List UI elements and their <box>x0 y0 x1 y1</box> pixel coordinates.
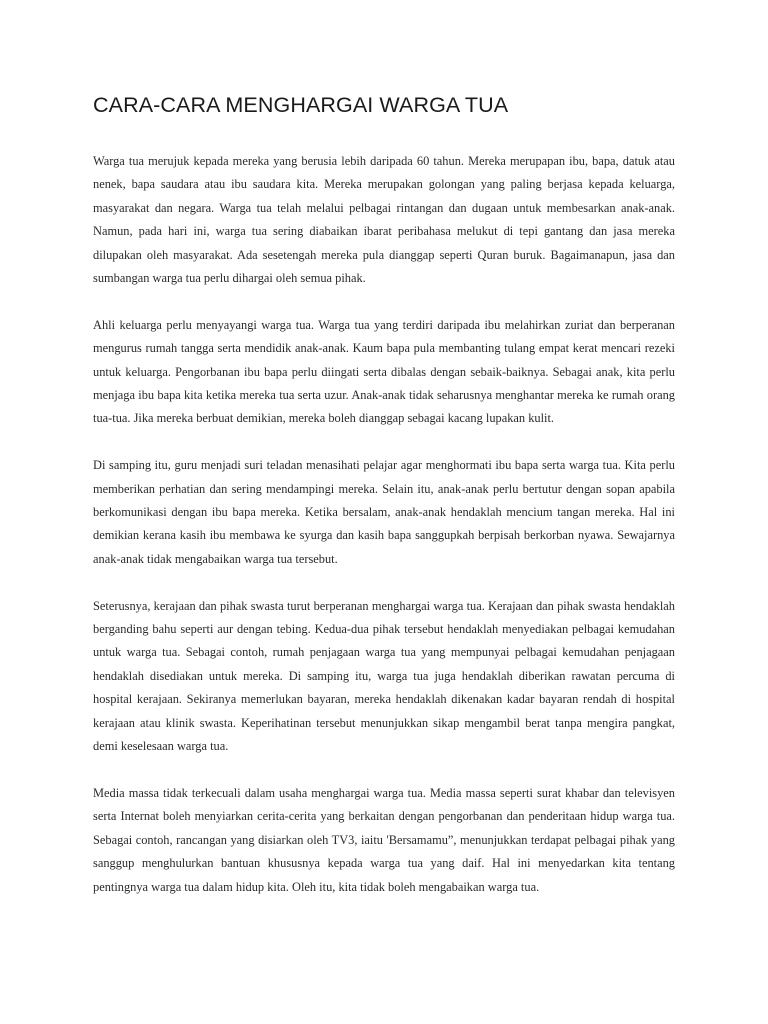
paragraph-4: Seterusnya, kerajaan dan pihak swasta turut berperanan menghargai warga tua. Kerajaan dan pihak swasta hendaklah berganding bahu seperti aur dengan tebing. Kedua-dua pihak tersebut hendaklah menyediakan pelbagai kemudahan untuk warga tua. Sebagai contoh, rumah penjagaan warga tua yang mempunyai pelbagai kemudahan penjagaan hendaklah disediakan untuk mereka. Di samping itu, warga tua juga hendaklah diberikan rawatan percuma di hospital kerajaan. Sekiranya memerlukan bayaran, mereka hendaklah dikenakan kadar bayaran rendah di hospital kerajaan atau klinik swasta. Keperihatinan tersebut menunjukkan sikap mengambil berat tanpa mengira pangkat, demi keselesaan warga tua. <box>93 598 675 754</box>
document-page <box>93 92 675 922</box>
paragraph-2: Ahli keluarga perlu menyayangi warga tua. Warga tua yang terdiri daripada ibu melahirkan zuriat dan berperanan mengurus rumah tangga serta mendidik anak-anak. Kaum bapa pula membanting tulang empat kerat mencari rezeki untuk keluarga. Pengorbanan ibu bapa perlu diingati serta dibalas dengan sebaik-baiknya. Sebagai anak, kita perlu menjaga ibu bapa kita ketika mereka tua serta uzur. Anak-anak tidak seharusnya menghantar mereka ke rumah orang tua-tua. Jika mereka berbuat demikian, mereka boleh dianggap sebagai kacang lupakan kulit. <box>93 317 675 426</box>
paragraph-5: Media massa tidak terkecuali dalam usaha menghargai warga tua. Media massa seperti surat khabar dan televisyen serta Internat boleh menyiarkan cerita-cerita yang berkaitan dengan pengorbanan dan penderitaan hidup warga tua. Sebagai contoh, rancangan yang disiarkan oleh TV3, iaitu 'Bersamamu”, menunjukkan terdapat pelbagai pihak yang sanggup menghulurkan bantuan khususnya kepada warga tua yang daif. Hal ini menyedarkan kita tentang pentingnya warga tua dalam hidup kita. Oleh itu, kita tidak boleh mengabaikan warga tua. <box>93 785 675 894</box>
paragraph-1: Warga tua merujuk kepada mereka yang berusia lebih daripada 60 tahun. Mereka merupapan ibu, bapa, datuk atau nenek, bapa saudara atau ibu saudara kita. Mereka merupakan golongan yang paling berjasa kepada keluarga, masyarakat dan negara. Warga tua telah melalui pelbagai rintangan dan dugaan untuk membesarkan anak-anak. Namun, pada hari ini, warga tua sering diabaikan ibarat peribahasa melukut di tepi gantang dan jasa mereka dilupakan oleh masyarakat. Ada sesetengah mereka pula dianggap seperti Quran buruk. Bagaimanapun, jasa dan sumbangan warga tua perlu dihargai oleh semua pihak. <box>93 154 675 286</box>
paragraph-3: Di samping itu, guru menjadi suri teladan menasihati pelajar agar menghormati ibu bapa serta warga tua. Kita perlu memberikan perhatian dan sering mendampingi mereka. Selain itu, anak-anak perlu bertutur dengan sopan apabila berkomunikasi dengan ibu bapa mereka. Ketika bersalam, anak-anak hendaklah mencium tangan mereka. Hal ini demikian kerana kasih ibu membawa ke syurga dan kasih bapa sanggupkah berpisah berkorban nyawa. Sewajarnya anak-anak tidak mengabaikan warga tua tersebut. <box>93 458 675 566</box>
document-title: CARA-CARA MENGHARGAI WARGA TUA <box>93 93 509 117</box>
